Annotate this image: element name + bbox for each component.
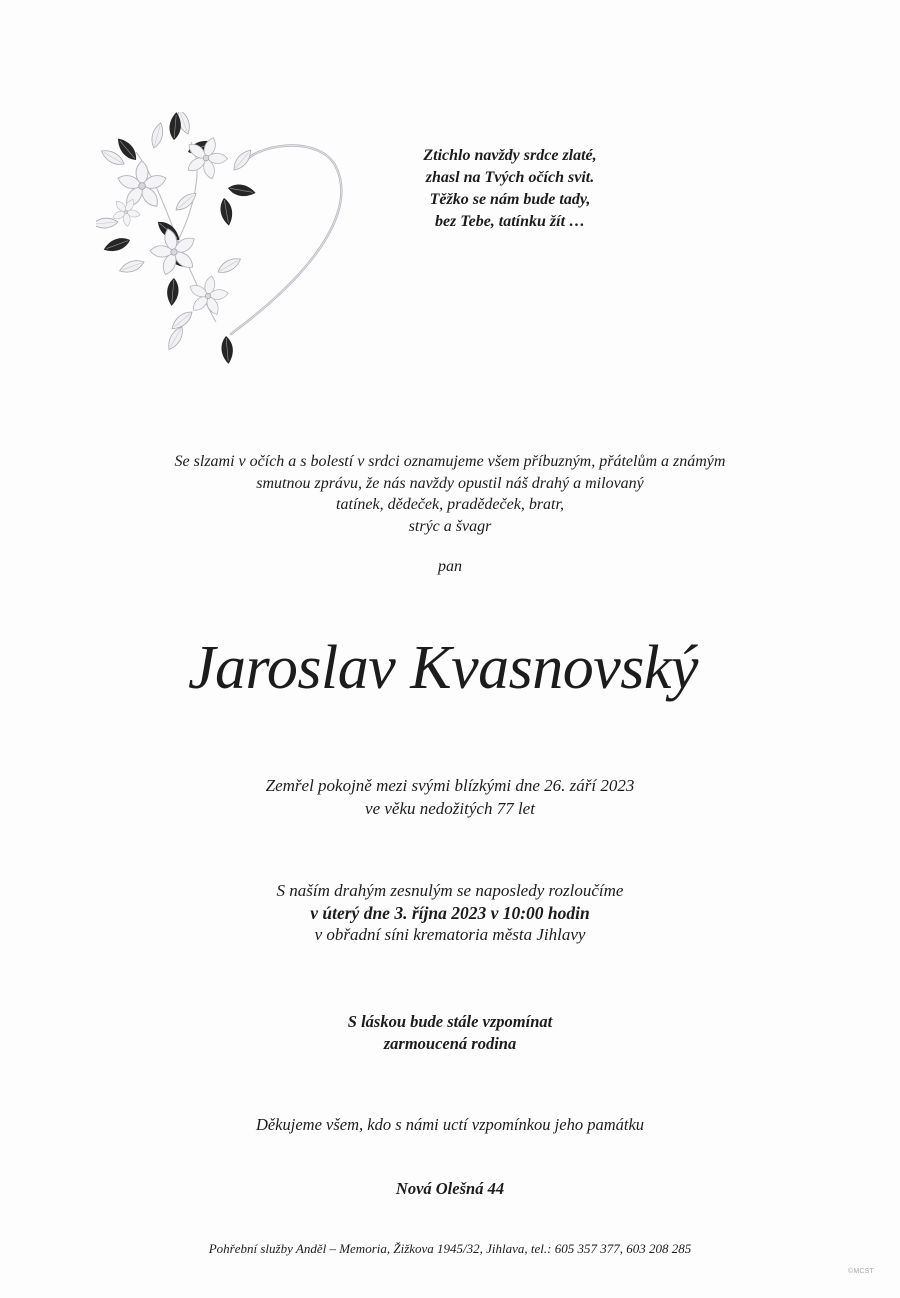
verse-line: zhasl na Tvých očích svit. [425, 169, 595, 186]
death-info-line: ve věku nedožitých 77 let [365, 799, 535, 818]
family-line: zarmoucená rodina [383, 1034, 517, 1053]
funeral-service-contact: Pohřební služby Anděl – Memoria, Žižkova 1945/32, Jihlava, tel.: 605 357 377, 603 208 285 [208, 1241, 692, 1256]
family-line: S láskou bude stále vzpomínat [347, 1012, 553, 1031]
announcement-line: tatínek, dědeček, pradědeček, bratr, [336, 496, 564, 513]
verse-line: Ztichlo navždy srdce zlaté, [423, 147, 597, 164]
thanks-note: Děkujeme všem, kdo s námi uctí vzpomínkou jeho památku [255, 1115, 645, 1134]
announcement-line: smutnou zprávu, že nás navždy opustil náš drahý a milovaný [256, 474, 644, 492]
death-info [0, 774, 900, 820]
ceremony-intro: S naším drahým zesnulým se naposledy rozloučíme [276, 881, 624, 900]
verse-line: bez Tebe, tatínku žít … [434, 213, 586, 230]
ceremony-place: v obřadní síni krematoria města Jihlavy [314, 925, 586, 944]
announcement-line: strýc a švagr [408, 517, 492, 535]
honorific: pan [438, 558, 462, 575]
ceremony-info [0, 880, 900, 946]
verse-line: Těžko se nám bude tady, [429, 191, 591, 208]
death-info-line: Zemřel pokojně mezi svými blízkými dne 26. září 2023 [265, 776, 635, 795]
announcement [0, 451, 900, 537]
family-signature [0, 1011, 900, 1055]
family-address: Nová Olešná 44 [395, 1179, 505, 1198]
watermark: ©MCST [848, 1268, 874, 1275]
ceremony-date-time: v úterý dne 3. října 2023 v 10:00 hodin [310, 903, 590, 923]
heart-flowers-icon [96, 112, 356, 374]
verse [330, 145, 690, 233]
announcement-line: Se slzami v očích a s bolestí v srdci oznamujeme všem příbuzným, přátelům a známým [174, 453, 726, 470]
deceased-name: Jaroslav Kvasnovský [188, 634, 698, 702]
